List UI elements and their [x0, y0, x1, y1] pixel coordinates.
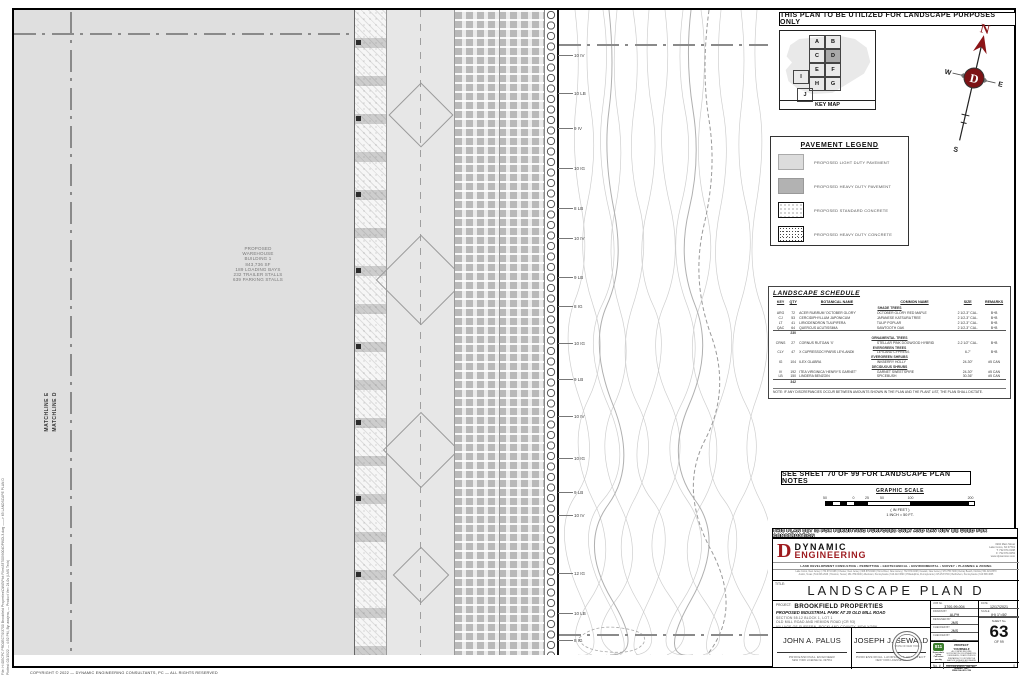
info-field-label: DATE [981, 601, 988, 605]
revision-strip [931, 662, 1019, 669]
info-field-label: DRAWN BY [933, 609, 947, 613]
key-map-cell-g: G [825, 77, 841, 91]
signer-name: JOSEPH J. SEWALD [853, 636, 929, 645]
revision-number-label: No. # [931, 663, 944, 669]
callout-label: 12 IG [574, 570, 586, 576]
proposed-building-area [14, 10, 355, 655]
plant-callout [558, 274, 604, 280]
signer-name: JOHN A. PALUS [783, 636, 841, 645]
callout-label: 10 IG [574, 340, 586, 346]
signer-title: PROFESSIONAL ENGINEER [788, 655, 836, 659]
schedule-cell: #5 CAN [988, 359, 1001, 364]
schedule-cell: CORNUS RUTGAN 'X' [799, 340, 834, 345]
copyright-note: COPYRIGHT © 2022 — DYNAMIC ENGINEERING CONSULTANTS, PC — ALL RIGHTS RESERVED [30, 671, 218, 675]
schedule-cell: OCTOBER GLORY RED MAPLE [876, 311, 927, 316]
schedule-cell: GARNET SWEETSPIRE [876, 369, 915, 374]
schedule-cell: 64 [791, 325, 796, 330]
key-map-cell-d: D [825, 49, 841, 63]
info-field [979, 601, 1019, 609]
matchline-labels [44, 392, 58, 432]
call-811-box [931, 641, 979, 673]
north-arrow-compass [936, 16, 1012, 156]
schedule-cell [876, 379, 953, 384]
landscape-schedule-title: LANDSCAPE SCHEDULE [773, 290, 861, 297]
callout-leader-line [558, 306, 573, 307]
callout-leader-line [558, 238, 573, 239]
schedule-cell: B+B [990, 320, 998, 325]
matchline-label-e: MATCHLINE E [44, 392, 50, 432]
plant-callout [558, 512, 604, 518]
schedule-group-name: DECIDUOUS SHRUBS [871, 364, 908, 369]
schedule-column-header: QTY [789, 300, 797, 304]
project-label: PROJECT: [776, 602, 792, 607]
key-map-cell-j: J [797, 88, 813, 102]
schedule-cell: 47 [791, 350, 796, 355]
title-label: TITLE: [775, 582, 786, 586]
schedule-cell: STELLAR PINK DOGWOOD HYBRID [876, 340, 935, 345]
schedule-cell: 2 1/2-3" CAL. [957, 315, 978, 320]
graphic-scale-tick: 200 [967, 496, 974, 500]
schedule-column-header: BOTANICAL NAME [820, 300, 854, 304]
shrub-planting-row [545, 10, 557, 655]
info-field-label: JOB No. [933, 601, 943, 605]
info-field-value: 3700-99-004 [944, 604, 965, 609]
schedule-cell: 24-30" [962, 369, 973, 374]
building-label-line: BUILDING 1 [244, 256, 272, 262]
compass-east-label: E [997, 81, 1004, 90]
call-811-footer: FOR YOUR STATE'S "ONE CALL" NUMBER, VISIT: WWW.CALL811.COM [946, 666, 977, 673]
schedule-cell: 72 [791, 311, 796, 316]
schedule-cell: ITEA VIRGINICA 'HENRY'S GARNET' [799, 369, 857, 374]
schedule-row [773, 340, 1006, 345]
plant-callout [558, 165, 604, 171]
callout-label: 9 LB [574, 274, 584, 280]
schedule-cell: B+B [990, 315, 998, 320]
matchline-bottom-right [559, 634, 768, 636]
pavement-legend-title: PAVEMENT LEGEND [800, 142, 879, 149]
pavement-legend-label: PROPOSED HEAVY DUTY PAVEMENT [814, 183, 892, 189]
schedule-subtotal-qty: 342 [788, 379, 798, 384]
project-subtitle: PROPOSED INDUSTRIAL PARK AT 20 OLD MILL ROAD [776, 610, 886, 615]
plot-stamp-line1: Plotted: 02/15/22 — 4:52 PM, By: anajera, — Product Ver: 24.0s (LMS Tech) [6, 559, 10, 675]
firm-logo-row [773, 539, 1019, 563]
schedule-row [773, 316, 1006, 321]
landscape-purposes-banner: THIS PLAN TO BE UTILIZED FOR LANDSCAPE PURPOSES ONLY [779, 12, 1016, 26]
schedule-cell: CLY [777, 350, 784, 355]
schedule-cell: SAWTOOTH OAK [876, 325, 905, 330]
schedule-cell: CJ [778, 315, 783, 320]
call-811-icon: 811 [934, 644, 943, 649]
plot-stamp-notes [1, 290, 10, 675]
info-field-value: — [952, 636, 957, 641]
schedule-subtotal-qty: 230 [788, 330, 798, 335]
callout-label: 9 LB [574, 489, 584, 495]
schedule-cell: X CUPRESSOCYPARIS LEYLANDII [799, 350, 855, 355]
pe-seal: STATE OF NEW YORK [892, 631, 922, 661]
info-field [931, 633, 978, 641]
building-label-line: PROPOSED [244, 246, 272, 251]
signer-title: PROFESSIONAL LANDSCAPE ARCHITECT [856, 655, 926, 659]
callout-leader-line [558, 343, 573, 344]
schedule-cell: TULIP POPLAR [876, 320, 902, 325]
sheet-of-total: OF 99 [994, 640, 1004, 644]
schedule-cell: B+B [990, 340, 998, 345]
info-field [979, 609, 1019, 617]
schedule-cell [982, 379, 1006, 384]
schedule-cell [953, 379, 982, 384]
schedule-cell: 2 1/2-3" CAL. [957, 320, 978, 325]
schedule-cell: ACER RUBRUM 'OCTOBER GLORY' [799, 311, 857, 316]
schedule-cell: LINDERA BENZOIN [799, 374, 830, 379]
callout-label: 8 IG [574, 303, 583, 309]
call-811-heading: PROTECT YOURSELF [953, 643, 970, 651]
callout-leader-line [558, 515, 573, 516]
callout-leader-line [558, 416, 573, 417]
callout-label: 10 IV [574, 235, 585, 241]
pavement-legend [770, 136, 909, 246]
plant-callout [558, 205, 604, 211]
firm-offices [773, 570, 1019, 581]
callout-leader-line [558, 168, 573, 169]
building-label-line: WAREHOUSE [242, 251, 274, 257]
title-block [772, 538, 1018, 673]
schedule-cell: 30-36" [962, 374, 973, 379]
plant-callout [558, 376, 604, 382]
schedule-cell: 104 [790, 359, 796, 364]
schedule-cell [798, 379, 876, 384]
pavement-legend-label: PROPOSED STANDARD CONCRETE [814, 207, 889, 213]
schedule-column-header: SIZE [963, 300, 972, 304]
pavement-legend-items [778, 154, 901, 242]
sheet-number-box [979, 617, 1019, 650]
callout-label: 10 IG [574, 455, 586, 461]
schedule-cell: LT [778, 320, 783, 325]
callout-leader-line [558, 128, 573, 129]
schedule-cell: INKBERRY HOLLY [876, 359, 906, 364]
schedule-cell: ILEX GLABRA [799, 359, 822, 364]
project-box [773, 601, 931, 627]
building-label-line: 639 PARKING STALLS [233, 277, 283, 283]
schedule-cell: 27 [791, 340, 796, 345]
firm-address-line: T: 732.974.0198 [996, 549, 1015, 552]
schedule-column-header: REMARKS [985, 300, 1004, 304]
schedule-cell: LB [778, 374, 783, 379]
callout-label: 8 LB [574, 205, 584, 211]
schedule-cell: 2 1/2-3" CAL. [957, 311, 978, 316]
schedule-cell: QAC [776, 325, 785, 330]
stipple-dense-swatch [778, 226, 804, 242]
signer-license: NEW YORK LICENSE No. 097561 [791, 659, 833, 662]
schedule-cell: 41 [791, 320, 796, 325]
signer-box-2 [852, 628, 931, 669]
graphic-scale [800, 488, 1000, 528]
project-address-line: SECTION 55.12 BLOCK 1, LOT 1 [776, 615, 833, 620]
firm-address-line: Lake Como, NJ 07719 [989, 546, 1015, 549]
plant-callout [558, 489, 604, 495]
plant-callout [558, 52, 604, 58]
callout-leader-line [558, 458, 573, 459]
key-map-cell-c: C [809, 49, 825, 63]
graphic-scale-tick: 25 [865, 496, 869, 500]
info-field-label: CHECKED BY [933, 625, 950, 629]
schedule-cell: B+B [990, 325, 998, 330]
callout-leader-line [558, 93, 573, 94]
matchline-top [14, 33, 355, 35]
schedule-cell: B+B [990, 350, 998, 355]
callout-leader-line [558, 492, 573, 493]
graphic-scale-bar [825, 501, 975, 506]
firm-name [794, 543, 866, 559]
callout-label: 10 LB [574, 610, 586, 616]
callout-label: 10 LB [574, 90, 586, 96]
building-label [222, 246, 294, 282]
firm-address-line: www.dynamicec.com [990, 555, 1015, 558]
callout-label: 10 IG [574, 165, 586, 171]
revision-value: 0 [1013, 664, 1015, 668]
key-map [779, 30, 876, 110]
callout-label: 10 IV [574, 512, 585, 518]
schedule-cell: B+B [990, 311, 998, 316]
plant-callout [558, 610, 604, 616]
firm-address [989, 543, 1015, 558]
plant-callout [558, 235, 604, 241]
info-field [931, 601, 978, 609]
schedule-cell: LEYLAND CYPRESS [876, 350, 910, 355]
schedule-row [773, 311, 1006, 316]
stipple-swatch [778, 202, 804, 218]
schedule-group-name: EVERGREEN SHRUBS [871, 355, 908, 360]
schedule-group-name: SHADE TREES [877, 306, 902, 311]
call-811-body: ALL STATES REQUIRE NOTIFICATION OF EXCAVATORS, DESIGNERS, OR ANY PERSON PREPARING TO DISTURB THE EARTH'S SURFACE ANYWHERE IN ANY STATE [946, 651, 977, 665]
firm-offices-line2: Austin, Texas | 512.646.2646 | Houston, Texas | 281.789.6400 | Allentown, Pennsylvania | 610.422.3690 | Philadelphia, Pennsylvania | 215.253.5700 | Bethlehem, Pennsylvania | 610.598.4665 [798, 574, 994, 577]
project-name: BROOKFIELD PROPERTIES [794, 602, 884, 610]
drawing-info-fields [931, 601, 979, 641]
schedule-cell: 192 [790, 369, 796, 374]
building-label-line: 843,736 SF [245, 261, 271, 267]
loading-dock-icons [356, 40, 361, 640]
plant-callout [558, 125, 604, 131]
compass-north-label: N [978, 20, 992, 38]
graphic-scale-title: GRAPHIC SCALE [876, 488, 924, 494]
key-map-cell-e: E [809, 63, 825, 77]
schedule-cell: IG [778, 359, 783, 364]
key-map-cell-b: B [825, 35, 841, 49]
plant-callout [558, 570, 604, 576]
callout-leader-line [558, 379, 573, 380]
firm-services-line: LAND DEVELOPMENT CONSULTING • PERMITTING • GEOTECHNICAL • ENVIRONMENTAL • SURVEY • PLANNING & ZONING [773, 563, 1019, 570]
callout-label: 9 LB [574, 376, 584, 382]
graphic-scale-units: ( IN FEET ) [890, 507, 910, 512]
call-811-text [945, 643, 977, 673]
see-sheet-banner: SEE SHEET 70 OF 99 FOR LANDSCAPE PLAN NOTES [781, 471, 971, 485]
callout-label: 10 IV [574, 52, 585, 58]
schedule-cell: 2 1/2-3" CAL. [957, 325, 978, 330]
firm-address-line: F: 732.974.0253 [996, 552, 1015, 555]
firm-offices-line1: Lake Como, New Jersey | 732.974.0198 | Chester, New Jersey | 908.879.9229 | Toms River, New Jersey | 732.974.0198 | Newark, New Jersey | 973.755.7200 | Delray Beach, Florida | 561.921.8570 [795, 571, 997, 573]
pavement-legend-item [778, 226, 901, 242]
schedule-cell: SPICEBUSH [876, 374, 897, 379]
plant-callout [558, 90, 604, 96]
pavement-legend-item [778, 154, 901, 170]
schedule-cell: 6-7' [964, 350, 971, 355]
info-field-value: 12/17/2021 [990, 604, 1008, 609]
info-field-value: ALPH [949, 612, 960, 617]
landscape-schedule-table [773, 299, 1006, 385]
info-field [931, 609, 978, 617]
schedule-cell [773, 379, 788, 384]
callout-label: 10 IV [574, 413, 585, 419]
compass-south-label: S [952, 146, 959, 155]
info-field-label: DESIGNED BY [933, 617, 951, 621]
signer-license: NEW YORK LICENSE No. [875, 659, 907, 662]
schedule-cell: 150 [790, 374, 796, 379]
schedule-cell: 24-30" [962, 359, 973, 364]
schedule-group-name: EVERGREEN TREES [872, 345, 907, 350]
callout-leader-line [558, 573, 573, 574]
info-field [931, 617, 978, 625]
callout-label: 9 IV [574, 125, 583, 131]
graphic-scale-tick: 0 [852, 496, 855, 500]
info-field-value: JMS [950, 628, 959, 633]
graphic-scale-tick: 50 [880, 496, 884, 500]
north-arrow-icon [973, 34, 991, 55]
pavement-legend-item [778, 178, 901, 194]
pavement-legend-label: PROPOSED HEAVY DUTY CONCRETE [814, 231, 893, 237]
schedule-row [773, 320, 1006, 325]
plant-callout [558, 637, 604, 643]
permit-only-banner: THIS PLAN SET IS FOR PERMITTING PURPOSES ONLY AND MAY NOT BE USED FOR CONSTRUCTION [772, 528, 1018, 538]
dark-swatch [778, 178, 804, 194]
graphic-scale-tick: 100 [907, 496, 914, 500]
plant-callout [558, 303, 604, 309]
plant-callout [558, 340, 604, 346]
call-811-logo [932, 643, 945, 661]
callout-leader-line [558, 208, 573, 209]
signature-rule [777, 652, 847, 653]
schedule-cell: LIRIODENDRON TULIPIFERA [799, 320, 846, 325]
building-label-line: 232 TRAILER STALLS [233, 272, 283, 278]
info-field [931, 625, 978, 633]
plot-stamp-line2: File: H:\DECPC PROJECTS\3700 Brookfield Properties\DWG\Plot Files\3370099004DPWDL3.dwg ——> 63 LANDSCAPE PLAN D [1, 478, 5, 675]
schedule-cell: CRNS [775, 340, 786, 345]
schedule-group-name: ORNAMENTAL TREES [871, 336, 908, 341]
graphic-scale-tick: 50 [823, 496, 827, 500]
signer-box-1 [773, 628, 852, 669]
sheet-title-row [773, 581, 1019, 601]
callout-leader-line [558, 55, 573, 56]
graphic-scale-ticks [825, 496, 975, 501]
plant-callout [558, 413, 604, 419]
info-field-value: (H) 1"=50' [990, 612, 1008, 617]
dynamic-logo-icon: D [777, 539, 792, 562]
call-811-slogan2: Call before you dig. [933, 656, 944, 661]
graphic-scale-ratio: 1 INCH = 50 FT. [886, 513, 914, 517]
plant-callout [558, 455, 604, 461]
schedule-cell: JAPANESE KATSURA TREE [876, 315, 921, 320]
callout-leader-line [558, 613, 573, 614]
sheet-title: LANDSCAPE PLAN D [807, 583, 985, 598]
matchline-label-d: MATCHLINE D [52, 392, 58, 432]
schedule-column-header: COMMON NAME [900, 300, 929, 304]
info-field-label: SCALE [981, 609, 990, 613]
key-map-cell-h: H [809, 77, 825, 91]
call-811-slogan1: Know what's below. [932, 651, 945, 656]
schedule-subtotal-row [773, 379, 1006, 384]
schedule-cell: QUERCUS ACUTISSIMA [799, 325, 838, 330]
callout-label: 8 IG [574, 637, 583, 643]
info-field-label: CHECKED BY [933, 633, 950, 637]
schedule-cell: IV [778, 369, 783, 374]
landscape-schedule [768, 286, 1011, 399]
contour-lines [559, 10, 768, 655]
sheet-number: 63 [989, 622, 1009, 641]
matchline-top-right [559, 44, 768, 46]
schedule-cell: CERCIDIPHYLLUM JAPONICUM [799, 315, 851, 320]
key-map-cell-i: I [793, 70, 809, 84]
project-address-line: VILLAGE OF SUFFERN, ROCKLAND COUNTY, NEW YORK [776, 624, 878, 629]
building-label-line: 189 LOADING BAYS [235, 266, 281, 272]
compass-west-label: W [943, 68, 952, 78]
pavement-legend-label: PROPOSED LIGHT DUTY PAVEMENT [814, 159, 890, 165]
schedule-cell: #5 CAN [988, 374, 1001, 379]
sheet-number-label: SHEET No. [991, 619, 1007, 623]
info-field-value: JMS [950, 620, 959, 625]
schedule-row [773, 360, 1006, 365]
schedule-column-header: KEY [776, 300, 785, 304]
schedule-cell: 53 [791, 315, 796, 320]
firm-name-line2: ENGINEERING [794, 549, 867, 560]
callout-leader-line [558, 277, 573, 278]
pavement-legend-item [778, 202, 901, 218]
schedule-cell: ARG [776, 311, 785, 316]
landscape-schedule-note: NOTE: IF ANY DISCREPANCIES OCCUR BETWEEN AMOUNTS SHOWN IN THE PLAN AND THE PLANT LIST, THE PLAN SHALL DICTATE. [773, 388, 1006, 395]
matchline-left [70, 12, 72, 655]
schedule-cell: 2-2 1/2" CAL. [957, 340, 978, 345]
compass-center-letter: D [968, 70, 981, 87]
schedule-row [773, 369, 1006, 374]
key-map-caption: KEY MAP [780, 100, 875, 109]
light-swatch [778, 154, 804, 170]
key-map-cell-f: F [825, 63, 841, 77]
trailer-stall-rows [455, 10, 545, 655]
callout-leader-line [558, 640, 573, 641]
schedule-cell: #5 CAN [988, 369, 1001, 374]
firm-address-line: 1904 Main Street [995, 543, 1015, 546]
key-map-cell-a: A [809, 35, 825, 49]
firm-name-line1: DYNAMIC [794, 541, 847, 552]
project-address-line: OLD MILL ROAD AND HEMION ROAD (CR 93) [776, 620, 856, 625]
